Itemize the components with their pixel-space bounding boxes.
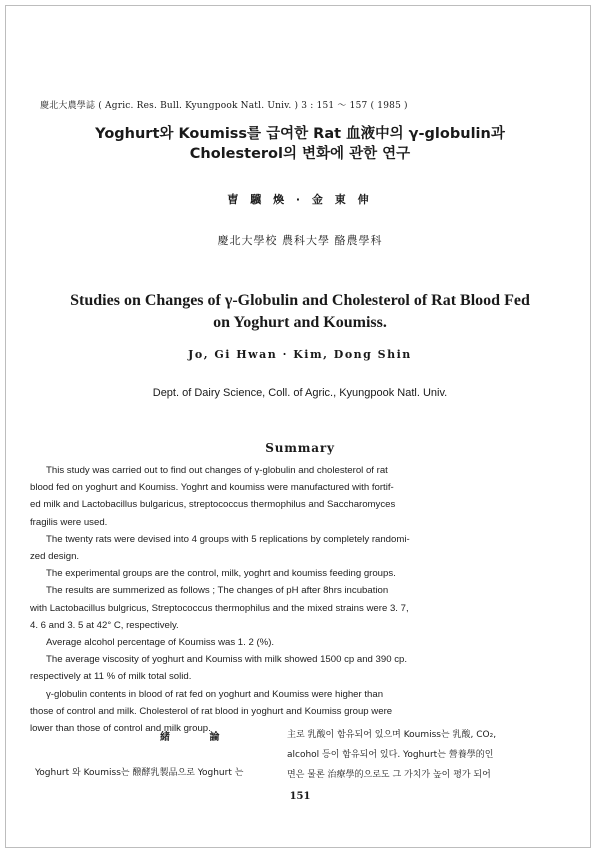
summary-line: zed design. [30, 551, 80, 563]
english-authors: Jo, Gi Hwan · Kim, Dong Shin [188, 348, 412, 361]
korean-title-line-1: Yoghurt와 Koumiss를 급여한 Rat 血液中의 γ-globulin과 [95, 126, 505, 142]
english-title-line-2: on Yoghurt and Koumiss. [213, 314, 387, 331]
english-affiliation: Dept. of Dairy Science, Coll. of Agric., Kyungpook Natl. Univ. [152, 387, 448, 399]
summary-line: respectively at 11 % of milk total solid. [30, 671, 192, 683]
introduction-left-text: Yoghurt 와 Koumiss는 醱酵乳製品으로 Yoghurt 는 [35, 768, 244, 778]
introduction-right-column [287, 725, 557, 785]
summary-line: This study was carried out to find out changes of γ-globulin and cholesterol of rat [46, 465, 388, 476]
introduction-right-line: 면은 물론 治療學的으로도 그 가치가 높이 평가 되어 [287, 770, 491, 780]
summary-body [30, 462, 505, 737]
summary-line: those of control and milk. Cholesterol of rat blood in yoghurt and Koumiss group were [30, 705, 393, 717]
summary-line: The average viscosity of yoghurt and Koumiss with milk showed 1500 cp and 390 cp. [46, 654, 408, 666]
korean-title-line-2: Cholesterol의 변화에 관한 연구 [189, 146, 411, 162]
journal-citation: 慶北大農學誌 ( Agric. Res. Bull. Kyungpook Natl. Univ. ) 3 : 151 ～ 157 ( 1985 ) [40, 101, 408, 111]
introduction-heading: 緒 論 [160, 732, 238, 743]
summary-line: blood fed on yoghurt and Koumiss. Yoghrt and koumiss were manufactured with fortif- [30, 482, 394, 494]
korean-affiliation: 慶北大學校 農科大學 酪農學科 [217, 234, 383, 247]
summary-line: γ-globulin contents in blood of rat fed on yoghurt and Koumiss were higher than [46, 688, 384, 700]
korean-authors: 曺 驥 煥 · 金 東 伸 [227, 193, 373, 206]
summary-line: ed milk and Lactobacillus bulgaricus, streptococcus thermophilus and Saccharomyces [30, 499, 396, 511]
english-title-line-1: Studies on Changes of γ-Globulin and Cholesterol of Rat Blood Fed [70, 292, 530, 309]
page-number: 151 [289, 791, 311, 802]
summary-line: with Lactobacillus bulgricus, Streptococcus thermophilus and the mixed strains were 3. 7, [30, 602, 409, 614]
summary-line: 4. 6 and 3. 5 at 42° C, respectively. [30, 619, 179, 631]
summary-heading: Summary [265, 441, 335, 455]
introduction-right-line: 主로 乳酸이 함유되어 있으며 Koumiss는 乳酸, CO₂, [287, 730, 497, 740]
summary-line: The results are summerized as follows ; The changes of pH after 8hrs incubation [46, 585, 389, 597]
summary-line: lower than those of control and milk group. [30, 723, 211, 735]
introduction-right-line: alcohol 등이 함유되어 있다. Yoghurt는 營養學的인 [287, 750, 494, 760]
summary-line: fragilis were used. [30, 516, 108, 528]
summary-line: The experimental groups are the control, milk, yoghrt and koumiss feeding groups. [46, 568, 396, 580]
summary-line: Average alcohol percentage of Koumiss was 1. 2 (%). [46, 637, 275, 649]
summary-line: The twenty rats were devised into 4 groups with 5 replications by completely randomi- [46, 533, 410, 545]
